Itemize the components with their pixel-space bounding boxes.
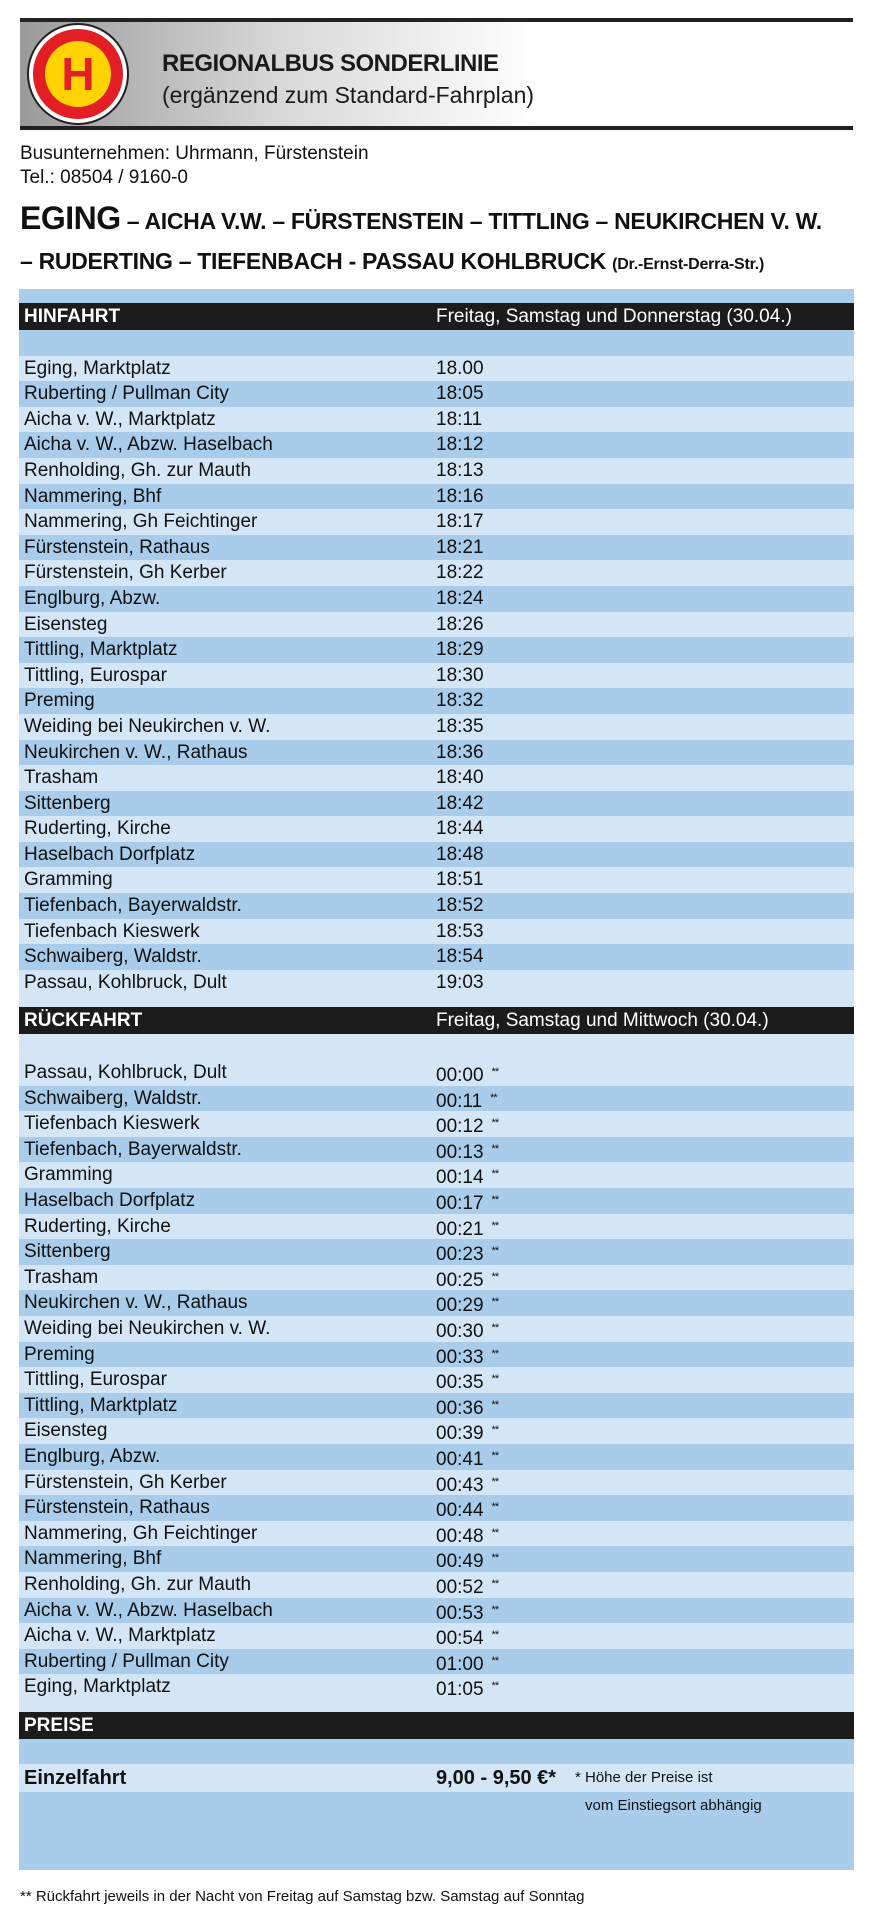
- stop-name: Fürstenstein, Gh Kerber: [24, 562, 227, 584]
- stop-name: Eging, Marktplatz: [24, 357, 171, 379]
- stop-name: Eging, Marktplatz: [24, 1676, 171, 1698]
- time-value: 18:40: [436, 767, 484, 789]
- table-row: [19, 816, 854, 842]
- departure-time: [436, 1521, 498, 1550]
- footnote: ** Rückfahrt jeweils in der Nacht von Freitag auf Samstag bzw. Samstag auf Sonntag: [20, 1888, 585, 1905]
- table-row: [19, 1188, 854, 1214]
- time-value: 18:35: [436, 715, 484, 737]
- stop-name: Tiefenbach Kieswerk: [24, 1113, 200, 1135]
- table-row: [19, 1367, 854, 1393]
- table-row: [19, 1521, 854, 1547]
- table-row: [19, 1290, 854, 1316]
- departure-time: [436, 663, 484, 689]
- night-footnote-mark: **: [491, 1066, 499, 1079]
- time-value: 18:05: [436, 383, 484, 405]
- time-value: 00:30: [436, 1320, 484, 1342]
- departure-time: [436, 1546, 498, 1575]
- night-footnote-mark: **: [491, 1347, 499, 1360]
- time-value: 18:42: [436, 792, 484, 814]
- table-row: [19, 1214, 854, 1240]
- table-row: [19, 612, 854, 638]
- rueckfahrt-rows: [19, 1060, 854, 1700]
- departure-time: [436, 356, 484, 382]
- page-subtitle: (ergänzend zum Standard-Fahrplan): [162, 82, 535, 108]
- stop-name: Fürstenstein, Rathaus: [24, 1497, 210, 1519]
- table-row: [19, 1572, 854, 1598]
- departure-time: [436, 867, 484, 893]
- stop-name: Ruderting, Kirche: [24, 1215, 171, 1237]
- table-row: [19, 765, 854, 791]
- time-value: 00:48: [436, 1525, 484, 1547]
- preise-label: PREISE: [24, 1714, 94, 1736]
- time-value: 00:54: [436, 1628, 484, 1650]
- stop-name: Schwaiberg, Waldstr.: [24, 946, 202, 968]
- price-note: * Höhe der Preise ist: [575, 1769, 713, 1787]
- table-top-spacer: [19, 289, 854, 303]
- time-value: 00:17: [436, 1193, 484, 1214]
- route-line2: – RUDERTING – TIEFENBACH - PASSAU KOHLBRUCK: [20, 248, 613, 274]
- time-value: 00:21: [436, 1218, 484, 1240]
- table-row: [19, 1342, 854, 1368]
- table-row: [19, 919, 854, 945]
- stop-name: Trasham: [24, 767, 99, 789]
- departure-time: [436, 458, 484, 484]
- page-title: REGIONALBUS SONDERLINIE: [162, 50, 499, 77]
- time-value: 00:25: [436, 1269, 484, 1291]
- departure-time: [436, 1470, 498, 1499]
- departure-time: [436, 944, 484, 970]
- departure-time: [436, 407, 482, 433]
- hinfahrt-label: HINFAHRT: [24, 306, 121, 327]
- night-footnote-mark: **: [491, 1194, 499, 1206]
- route-line1: – AICHA V.W. – FÜRSTENSTEIN – TITTLING – NEUKIRCHEN V. W.: [120, 208, 822, 234]
- stop-name: Tittling, Eurospar: [24, 1369, 167, 1391]
- departure-time: [436, 381, 484, 407]
- hinfahrt-header: [19, 303, 854, 330]
- table-row: [19, 1060, 854, 1086]
- hinfahrt-rows: [19, 356, 854, 996]
- stop-name: Renholding, Gh. zur Mauth: [24, 459, 252, 481]
- stop-name: Ruberting / Pullman City: [24, 1650, 229, 1672]
- night-footnote-mark: **: [491, 1424, 499, 1437]
- night-footnote-mark: **: [491, 1321, 499, 1334]
- night-footnote-mark: **: [491, 1168, 499, 1181]
- time-value: 00:35: [436, 1372, 484, 1394]
- table-row: [19, 791, 854, 817]
- stop-name: Haselbach Dorfplatz: [24, 1190, 196, 1211]
- departure-time: [436, 1674, 498, 1703]
- time-value: 00:29: [436, 1295, 484, 1317]
- stop-name: Weiding bei Neukirchen v. W.: [24, 715, 271, 737]
- time-value: 18:24: [436, 587, 484, 609]
- stop-name: Aicha v. W., Abzw. Haselbach: [24, 434, 273, 456]
- departure-time: [436, 842, 484, 868]
- spacer: [19, 330, 854, 356]
- spacer: [19, 995, 854, 1007]
- night-footnote-mark: **: [491, 1373, 499, 1386]
- departure-time: [436, 740, 484, 766]
- time-value: 18.00: [436, 357, 484, 379]
- table-row: [19, 714, 854, 740]
- table-row: [19, 1086, 854, 1112]
- time-value: 18:44: [436, 818, 484, 840]
- header-band: [20, 18, 853, 130]
- hinfahrt-days: Freitag, Samstag und Donnerstag (30.04.): [436, 306, 792, 327]
- time-value: 01:00: [436, 1653, 484, 1675]
- time-value: 19:03: [436, 971, 484, 993]
- night-footnote-mark: **: [491, 1629, 499, 1642]
- stop-name: Tittling, Eurospar: [24, 664, 167, 686]
- departure-time: [436, 1495, 498, 1524]
- departure-time: [436, 586, 484, 612]
- time-value: 18:17: [436, 511, 484, 533]
- table-row: [19, 1239, 854, 1265]
- stop-name: Neukirchen v. W., Rathaus: [24, 1292, 248, 1314]
- time-value: 00:12: [436, 1116, 484, 1138]
- stop-name: Tittling, Marktplatz: [24, 639, 178, 661]
- departure-time: [436, 919, 484, 945]
- table-row: [19, 586, 854, 612]
- stop-name: Eisensteg: [24, 1420, 108, 1442]
- departure-time: [436, 688, 484, 714]
- price-note-2: vom Einstiegsort abhängig: [585, 1797, 762, 1815]
- stop-name: Gramming: [24, 1164, 113, 1186]
- table-row: [19, 458, 854, 484]
- time-value: 00:52: [436, 1576, 484, 1598]
- table-row: [19, 637, 854, 663]
- rueckfahrt-label: RÜCKFAHRT: [24, 1010, 143, 1032]
- night-footnote-mark: **: [491, 1526, 499, 1539]
- departure-time: [436, 535, 484, 561]
- table-row: [19, 407, 854, 433]
- departure-time: [436, 765, 484, 791]
- time-value: 18:13: [436, 459, 484, 481]
- night-footnote-mark: **: [491, 1270, 499, 1283]
- stop-name: Schwaiberg, Waldstr.: [24, 1087, 202, 1109]
- stop-name: Nammering, Gh Feichtinger: [24, 511, 258, 533]
- stop-name: Englburg, Abzw.: [24, 1445, 161, 1467]
- time-value: 18:30: [436, 664, 484, 686]
- stop-name: Nammering, Bhf: [24, 1548, 162, 1570]
- departure-time: [436, 432, 484, 458]
- time-value: 00:13: [436, 1141, 484, 1163]
- time-value: 18:21: [436, 536, 484, 558]
- table-row: [19, 484, 854, 510]
- time-value: 18:12: [436, 434, 484, 456]
- departure-time: [436, 484, 484, 510]
- departure-time: [436, 1137, 498, 1166]
- table-row: [19, 867, 854, 893]
- stop-name: Tittling, Marktplatz: [24, 1394, 178, 1416]
- time-value: 00:49: [436, 1551, 484, 1573]
- time-value: 00:36: [436, 1397, 484, 1419]
- table-row: [19, 688, 854, 714]
- stop-name: Passau, Kohlbruck, Dult: [24, 1062, 227, 1084]
- stop-name: Haselbach Dorfplatz: [24, 843, 196, 865]
- route-start: EGING: [20, 200, 121, 236]
- price-row: [19, 1764, 854, 1792]
- stop-name: Tiefenbach, Bayerwaldstr.: [24, 895, 242, 917]
- stop-name: Preming: [24, 1343, 95, 1365]
- logo-letter: H: [61, 48, 95, 100]
- time-value: 00:14: [436, 1167, 484, 1189]
- departure-time: [436, 612, 484, 638]
- time-value: 01:05: [436, 1679, 484, 1701]
- table-row: [19, 944, 854, 970]
- departure-time: [436, 1316, 498, 1345]
- table-row: [19, 1674, 854, 1700]
- time-value: 18:36: [436, 741, 484, 763]
- company-name: Busunternehmen: Uhrmann, Fürstenstein: [20, 143, 369, 164]
- company-phone: Tel.: 08504 / 9160-0: [20, 167, 188, 188]
- stop-name: Fürstenstein, Rathaus: [24, 536, 210, 558]
- time-value: 00:11: [436, 1090, 483, 1112]
- departure-time: [436, 791, 484, 817]
- time-value: 00:53: [436, 1602, 484, 1624]
- table-row: [19, 1137, 854, 1163]
- time-value: 18:48: [436, 843, 484, 865]
- table-row: [19, 1444, 854, 1470]
- stop-name: Sittenberg: [24, 1241, 111, 1263]
- table-row: [19, 1393, 854, 1419]
- time-value: 18:16: [436, 485, 484, 507]
- time-value: 18:32: [436, 690, 484, 712]
- time-value: 00:39: [436, 1423, 484, 1445]
- time-value: 18:22: [436, 562, 484, 584]
- table-row: [19, 535, 854, 561]
- route-line2-address: (Dr.-Ernst-Derra-Str.): [612, 256, 765, 273]
- table-row: [19, 381, 854, 407]
- table-row: [19, 356, 854, 382]
- rueckfahrt-header: [19, 1007, 854, 1034]
- time-value: 00:44: [436, 1500, 484, 1522]
- table-row: [19, 1598, 854, 1624]
- departure-time: [436, 1342, 498, 1371]
- stop-name: Aicha v. W., Abzw. Haselbach: [24, 1599, 273, 1621]
- departure-time: [436, 1188, 498, 1217]
- stop-name: Passau, Kohlbruck, Dult: [24, 971, 227, 993]
- table-bottom-spacer: [19, 1820, 854, 1870]
- departure-time: [436, 1598, 498, 1627]
- stop-name: Tiefenbach Kieswerk: [24, 920, 200, 942]
- time-value: 00:41: [436, 1448, 484, 1470]
- route-title: [20, 200, 822, 283]
- departure-time: [436, 1418, 498, 1447]
- departure-time: [436, 1265, 498, 1294]
- table-row: [19, 970, 854, 996]
- table-row: [19, 1162, 854, 1188]
- table-row: [19, 1649, 854, 1675]
- stop-name: Tiefenbach, Bayerwaldstr.: [24, 1138, 242, 1160]
- departure-time: [436, 714, 484, 740]
- table-row: [19, 1111, 854, 1137]
- departure-time: [436, 1214, 498, 1243]
- table-row: [19, 1265, 854, 1291]
- departure-time: [436, 1060, 498, 1089]
- departure-time: [436, 1239, 498, 1268]
- table-row: [19, 1623, 854, 1649]
- price-value: 9,00 - 9,50 €*: [436, 1767, 557, 1790]
- stop-name: Eisensteg: [24, 613, 108, 635]
- departure-time: [436, 1393, 498, 1422]
- table-row: [19, 893, 854, 919]
- stop-name: Aicha v. W., Marktplatz: [24, 1625, 216, 1647]
- company-info: [20, 142, 369, 190]
- departure-time: [436, 1162, 498, 1191]
- night-footnote-mark: **: [491, 1219, 499, 1232]
- stop-name: Ruderting, Kirche: [24, 818, 171, 840]
- night-footnote-mark: **: [491, 1296, 499, 1309]
- night-footnote-mark: **: [491, 1603, 499, 1616]
- departure-time: [436, 893, 484, 919]
- stop-name: Trasham: [24, 1266, 99, 1288]
- departure-time: [436, 1444, 498, 1473]
- table-row: [19, 1495, 854, 1521]
- departure-time: [436, 509, 484, 535]
- table-row: [19, 1316, 854, 1342]
- spacer: [19, 1034, 854, 1060]
- timetable: [19, 289, 854, 1870]
- time-value: 18:29: [436, 639, 484, 661]
- stop-name: Englburg, Abzw.: [24, 587, 161, 609]
- departure-time: [436, 1086, 497, 1115]
- time-value: 18:53: [436, 920, 484, 942]
- night-footnote-mark: **: [491, 1245, 499, 1258]
- time-value: 00:33: [436, 1346, 484, 1368]
- night-footnote-mark: **: [491, 1449, 499, 1462]
- price-ticket-label: Einzelfahrt: [24, 1767, 127, 1790]
- time-value: 18:11: [436, 408, 483, 430]
- time-value: 18:51: [436, 869, 484, 891]
- departure-time: [436, 637, 484, 663]
- table-row: [19, 663, 854, 689]
- night-footnote-mark: **: [491, 1117, 499, 1130]
- night-footnote-mark: **: [491, 1398, 499, 1411]
- stop-name: Preming: [24, 690, 95, 712]
- stop-name: Nammering, Bhf: [24, 485, 162, 507]
- stop-name: Aicha v. W., Marktplatz: [24, 408, 216, 430]
- time-value: 18:52: [436, 895, 484, 917]
- stop-name: Sittenberg: [24, 792, 111, 814]
- departure-time: [436, 1290, 498, 1319]
- time-value: 00:00: [436, 1065, 484, 1087]
- stop-name: Weiding bei Neukirchen v. W.: [24, 1317, 271, 1339]
- night-footnote-mark: **: [491, 1680, 499, 1693]
- night-footnote-mark: **: [491, 1501, 499, 1514]
- departure-time: [436, 970, 484, 996]
- night-footnote-mark: **: [491, 1142, 499, 1155]
- night-footnote-mark: **: [491, 1654, 499, 1667]
- stop-name: Gramming: [24, 869, 113, 891]
- time-value: 00:43: [436, 1474, 484, 1496]
- departure-time: [436, 1623, 498, 1652]
- departure-time: [436, 1572, 498, 1601]
- table-row: [19, 842, 854, 868]
- stop-name: Renholding, Gh. zur Mauth: [24, 1573, 252, 1595]
- stop-name: Neukirchen v. W., Rathaus: [24, 741, 248, 763]
- spacer: [19, 1739, 854, 1765]
- table-row: [19, 1546, 854, 1572]
- table-row: [19, 560, 854, 586]
- preise-header: [19, 1712, 854, 1739]
- night-footnote-mark: **: [491, 1475, 499, 1488]
- night-footnote-mark: **: [490, 1091, 497, 1104]
- stop-name: Nammering, Gh Feichtinger: [24, 1522, 258, 1544]
- time-value: 18:54: [436, 946, 484, 968]
- night-footnote-mark: **: [491, 1577, 499, 1590]
- time-value: 18:26: [436, 613, 484, 635]
- departure-time: [436, 816, 484, 842]
- departure-time: [436, 1111, 498, 1140]
- rueckfahrt-days: Freitag, Samstag und Mittwoch (30.04.): [436, 1010, 769, 1032]
- departure-time: [436, 560, 484, 586]
- night-footnote-mark: **: [491, 1552, 499, 1565]
- table-row: [19, 1470, 854, 1496]
- stop-name: Ruberting / Pullman City: [24, 383, 229, 405]
- price-note-row: [19, 1792, 854, 1820]
- table-row: [19, 432, 854, 458]
- departure-time: [436, 1649, 498, 1678]
- time-value: 00:23: [436, 1244, 484, 1266]
- table-row: [19, 1418, 854, 1444]
- table-row: [19, 509, 854, 535]
- departure-time: [436, 1367, 498, 1396]
- haltestelle-logo-icon: [26, 22, 130, 126]
- table-row: [19, 740, 854, 766]
- stop-name: Fürstenstein, Gh Kerber: [24, 1471, 227, 1493]
